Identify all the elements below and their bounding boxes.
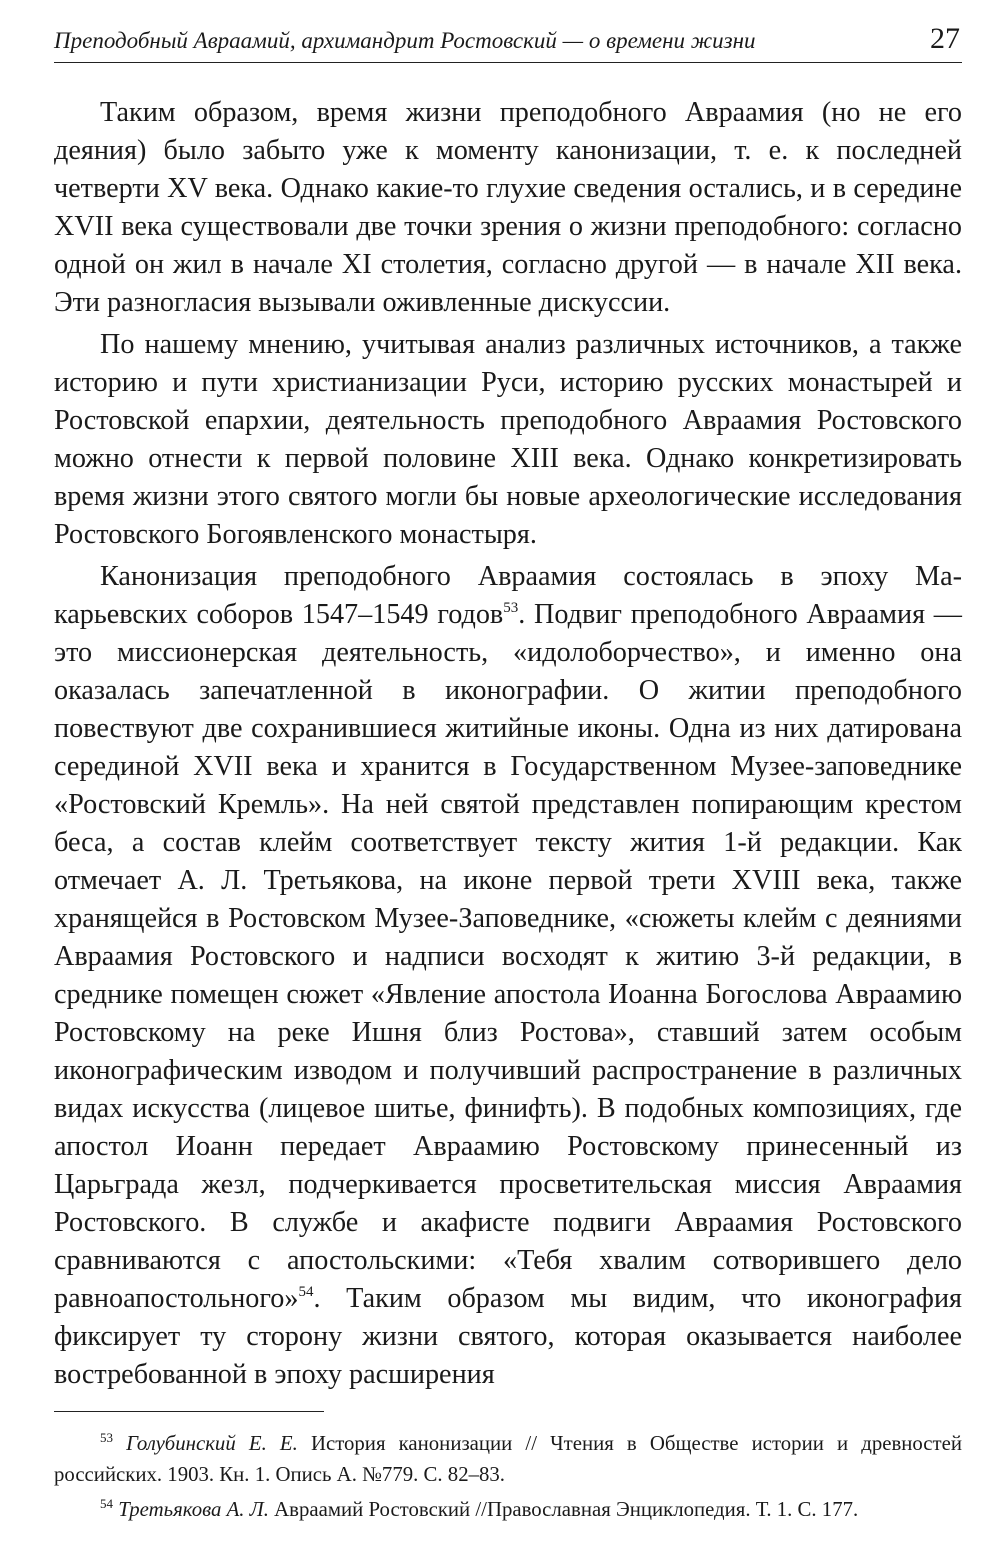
- footnote-text: Авраамий Ростовский //Православная Энциклопедия. Т. 1. С. 177.: [268, 1498, 859, 1521]
- footnote-53: [54, 1428, 962, 1490]
- footnote-text: История канонизации // Чтения в Обществе истории и древностей российских. 1903. Кн. 1. Опись А. №779. С. 82–83.: [54, 1432, 962, 1486]
- running-title: Преподобный Авраамий, архимандрит Ростовский — о времени жизни: [54, 28, 756, 53]
- paragraph-3: [54, 558, 962, 1394]
- paragraph-1: Таким образом, время жизни преподобного Авраамия (но не его деяния) было забыто уже к моменту канонизации, т. е. к последней четверти XV века. Однако какие-то глухие сведения остались, и в середине XVII века существовали две точки зрения о жизни преподобного: согласно одной он жил в начале XI столетия, согласно другой — в начале XII века. Эти разногласия вызывали оживленные дискуссии.: [54, 97, 962, 318]
- footnote-author: Третьякова А. Л.: [118, 1498, 269, 1521]
- footnote-divider: [54, 1411, 324, 1412]
- footnote-54: [54, 1494, 962, 1525]
- page-header: [54, 22, 962, 63]
- footnote-author: Голубинский Е. Е.: [126, 1432, 298, 1455]
- footnote-ref-54[interactable]: 54: [298, 1284, 314, 1300]
- paragraph-3-part-1: Канонизация преподобного Авраамия состоялась в эпоху Макарьевских соборов 1547–1549 годов: [54, 561, 962, 630]
- paragraph-3-part-2: . Подвиг преподобного Авраамия — это миссионерская деятельность, «идолоборчество», и именно она оказалась запечатленной в иконографии. О житии преподобного повествуют две сохранившиеся житийные иконы. Одна из них датирована серединой XVII века и хранится в Государственном Музее-заповеднике «Ростовский Кремль». На ней святой представлен попирающим крестом беса, а состав клейм соответствует тексту жития 1-й редакции. Как отмечает А. Л. Третьякова, на иконе первой трети XVIII века, также хранящейся в Ростовском Музее-Заповеднике, «сюжеты клейм с деяниями Авраамия Ростовского и надписи восходят к житию 3-й редакции, в среднике помещен сюжет «Явление апостола Иоанна Богослова Авраамию Ростовскому на реке Ишня близ Ростова», ставший затем особым иконографическим изводом и получивший распространение в различных видах искусства (лицевое шитье, финифть). В подобных композициях, где апостол Иоанн передает Авраамию Ростовскому принесенный из Царьграда жезл, подчеркивается просветительская миссия Авраамия Ростовского. В службе и акафисте подвиги Авраамия Ростовского сравниваются с апостольскими: «Тебя хвалим сотворившего дело равноапостольного»: [54, 599, 962, 1314]
- main-text: [54, 94, 962, 1394]
- footnote-number: 54: [100, 1496, 113, 1511]
- footnotes: [54, 1428, 962, 1525]
- footnote-ref-53[interactable]: 53: [503, 600, 519, 616]
- paragraph-2: По нашему мнению, учитывая анализ различных источников, а также историю и пути христианизации Руси, историю русских монастырей и Ростовской епархии, деятельность преподобного Авраамия Ростовского можно отнести к первой половине XIII века. Однако конкретизировать время жизни этого святого могли бы новые археологические исследования Ростовского Богоявленского монастыря.: [54, 329, 962, 550]
- paragraph-3-part-3: . Таким образом мы видим, что иконография фиксирует ту сторону жизни святого, которая оказывается наиболее востребованной в эпоху расширения: [54, 1283, 962, 1390]
- page-number: 27: [930, 22, 960, 55]
- footnote-number: 53: [100, 1430, 113, 1445]
